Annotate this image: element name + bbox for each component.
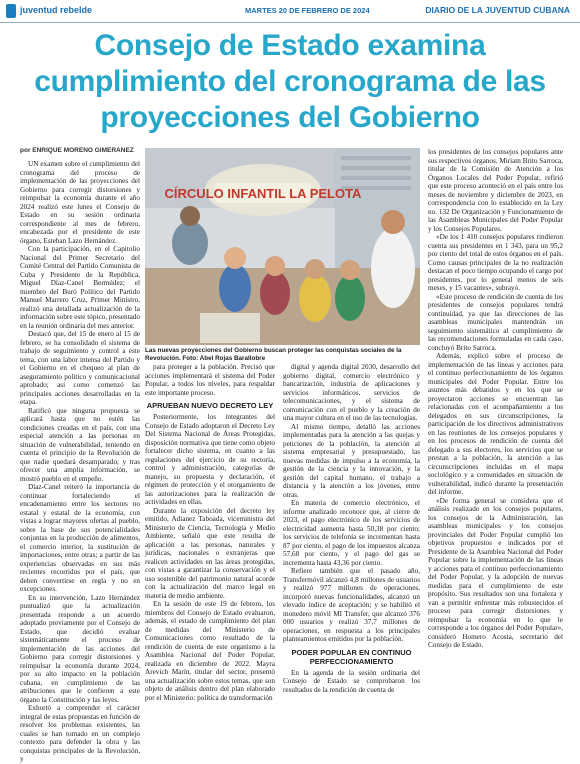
paragraph: Posteriormente, los integrantes del Consejo de Estado adoptaron el Decreto Ley Del Sistema Nacional de Áreas Protegidas, disposición normativa que tiene como objeto fortalecer dicho sistema, en cuanto a las regulaciones del ejercicio de su rectoría, control y administración, categorías de manejo, su propuesta y declaración, el régimen de protección y el otorgamiento de las autorizaciones para la realización de actividades en ellas. xyxy=(145,413,275,506)
paragraph: En materia de comercio electrónico, el informe analizado reconoce que, al cierre de 2023, el pago electrónico de los servicios de electricidad aumenta hasta 50,38 por ciento; los servicios de telefonía se incrementan hasta 87 por ciento, el pago de los impuestos alcanza 57,68 por ciento, y el pago del gas se incrementa hasta 43,36 por ciento. xyxy=(283,499,420,567)
paragraph: Al mismo tiempo, detalló las acciones implementadas para la atención a las quejas y peticiones de la población, la atención al sistema empresarial y presupuestado, las nuevas medidas de impulso a la economía, la gestión de la ciencia y la innovación, y la gestión del capital humano, el trabajo a distancia y la atención a los jóvenes, entre otras. xyxy=(283,422,420,499)
paragraph: UN examen sobre el cumplimiento del cronograma del proceso de implementación de las proyecciones del Gobierno para corregir distorsiones y reimpulsar la economía durante el año 2024 realizó este lunes el Consejo de Estado en su sesión ordinaria correspondiente al mes de febrero, encabezada por el presidente de este órgano, Esteban Lazo Hernández. xyxy=(20,160,140,245)
paragraph: En la agenda de la sesión ordinaria del Consejo de Estado se comprobaron los resultados de la rendición de cuenta de xyxy=(283,668,420,694)
paragraph: Díaz-Canel reiteró la importancia de continuar fortaleciendo el encadenamiento entre los sectores no estatal y estatal de la economía, con vistas a lograr mayores ofertas al pueblo, sobre la base de sus potencialidades conjuntas en la producción de alimentos, el comercio interior, la sustitución de importaciones, entre otras; a partir de las experiencias observadas en sus más recientes recorridos por el país, que deben convertirse en regla y no en excepciones. xyxy=(20,483,140,593)
paragraph: «Este proceso de rendición de cuenta de los presidentes de consejos populares tendrá continuidad, ya que las direcciones de las asambleas municipales mantendrán un seguimiento sistemático al cumplimiento de las recomendaciones formuladas en cada caso, concluyó Brito Sarroca. xyxy=(428,292,563,352)
paragraph: Con la participación, en el Capitolio Nacional del Primer Secretario del Comité Central del Partido Comunista de Cuba y Presidente de la República, Miguel Díaz-Canel Bermúdez; el miembro del Buró Político del Partido Manuel Marrero Cruz, Primer Ministro, realizó una detallada actualización de la información sobre este tópico, presentado en la reunión ordinaria del mes anterior. xyxy=(20,245,140,330)
column-2 xyxy=(145,363,275,702)
page-header xyxy=(0,0,580,23)
column-1 xyxy=(20,160,140,764)
paragraph: Refiere también que el pasado año, Transfermóvil alcanzó 4,8 millones de usuarios y realizó 977 millones de operaciones, incorporó nuevas funcionalidades, alcanzó un elevado índice de aceptación; y se habilitó el monedero móvil MI Transfer, que alcanzó 376 000 usuarios y realizó 37,7 millones de operaciones, en respuesta a los principales planteamientos emitidos por la población. xyxy=(283,567,420,643)
column-4 xyxy=(428,148,563,650)
paragraph: En la sesión de este 19 de febrero, los miembros del Consejo de Estado evaluaron, además, el estado de cumplimiento del plan de medidas del Ministerio de Comunicaciones como resultado de la rendición de cuenta de este organismo a la Asamblea Nacional del Poder Popular, realizada en diciembre de 2022. Mayra Arevich Marín, titular del sector, presentó una actualización sobre estos temas, que son objeto de análisis dentro del plan elaborado por el Ministerio: política de transformación xyxy=(145,600,275,702)
newspaper-tagline: DIARIO DE LA JUVENTUD CUBANA xyxy=(425,5,570,15)
site-name[interactable]: juventud rebelde xyxy=(20,5,93,15)
paragraph: «De forma general se considera que el análisis realizado en los consejos populares, los consejos de la Administración, las asambleas municipales y los consejos provinciales del Poder Popular cumplió los objetivos propuestos e indicados por el Presidente de la Asamblea Nacional del Poder Popular sobre la implementación de las líneas y acciones para el continuo perfeccionamiento del Poder Popular, y la adopción de nuevas medidas para el cumplimiento de este propósito. Sus resultados son una fortaleza y van a permitir enfrentar más robustecidos el proceso para corregir distorsiones y reimpulsar la economía en lo que le corresponde a los órganos del Poder Popular», consideró Homero Acosta, secretario del Consejo de Estado. xyxy=(428,496,563,649)
paragraph: En su intervención, Lazo Hernández puntualizó que la actualización presentada responde a un acuerdo adoptado previamente por el Consejo de Estado, que decidió evaluar sistemáticamente el proceso de implementación de las acciones del Gobierno para corregir distorsiones y reimpulsar la economía durante 2024, por su alto impacto en la población cubana, en cumplimiento de las atribuciones que le confieren a este órgano la Constitución y las leyes. xyxy=(20,593,140,704)
paragraph: digital y agenda digital 2030, desarrollo del gobierno digital, comercio electrónico y bancarización, industria de aplicaciones y servicios informáticos, servicios de telecomunicaciones, y el sistema de comunicación con el pueblo y la creación de una mayor cultura en el uso de las tecnologías. xyxy=(283,363,420,422)
article-photo xyxy=(145,148,420,345)
paragraph: Destacó que, del 15 de enero al 15 de febrero, se ha consolidado el sistema de trabajo de seguimiento y control a este tema, con una labor intensa del Partido y el Gobierno en el chequeo al plan de aseguramiento político y comunicacional aprobado; así como comenzó las principales acciones desarrolladas en la etapa. xyxy=(20,330,140,406)
article-title: Consejo de Estado examina cumplimiento del cronograma de las proyecciones del Gobierno xyxy=(34,29,546,134)
byline: por ENRIQUE MORENO GIMERANEZ xyxy=(20,147,134,154)
subheading-poder-popular: PODER POPULAR EN CONTINUO PERFECCIONAMIENTO xyxy=(291,647,412,666)
issue-date: MARTES 20 DE FEBRERO DE 2024 xyxy=(245,6,370,15)
paragraph: Durante la exposición del decreto ley emitido, Adianez Taboada, viceministra del Ministerio de Ciencia, Tecnología y Medio Ambiente, señaló que este resulta de aplicación a las personas, naturales y jurídicas, nacionales o extranjeras que realicen actividades en las áreas protegidas, con vistas a garantizar la conservación y el uso sostenible del patrimonio natural acorde con la actualización del marco legal en materia de medio ambiente. xyxy=(145,506,275,600)
paragraph: los presidentes de los consejos populares ante sus respectivos órganos. Miriam Brito Sarroca, titular de la Comisión de Atención a los Órganos Locales del Poder Popular, refirió que este proceso aconteció en el país entre los meses de noviembre y diciembre de 2023, en correspondencia con lo establecido en la Ley no. 132 De Organización y Funcionamiento de las Asambleas Municipales del Poder Popular y los Consejos Populares. xyxy=(428,148,564,233)
photo-caption: Las nuevas proyecciones del Gobierno buscan proteger las conquistas sociales de la Revolución. Foto: Abel Rojas Barallobre xyxy=(145,347,402,362)
photo-scene xyxy=(145,148,420,345)
paragraph: Ratificó que ninguna propuesta se aplicará hasta que no estén las condiciones creadas en el país, con una especial atención a las personas en situación de vulnerabilidad, teniendo en cuenta el principio de la Revolución de que nadie quedará desamparado; y tras ofrecer una amplia información, se mostró pueblo en el empeño. xyxy=(20,406,140,483)
paragraph: para proteger a la población. Precisó que acciones implementará el sistema del Poder Popular, a todos los niveles, para respaldar este importante proceso. xyxy=(145,363,275,397)
paragraph: Además, explicó sobre el proceso de implementación de las líneas y acciones para el continuo perfeccionamiento de los órganos municipales del Poder Popular. Entre los asuntos más debatidos y en los que se proyectaron acciones se encuentran las relacionadas con el acompañamiento a los delegados en sus circunscripciones, la participación de los directivos administrativos en las reuniones de los consejos populares y en los procesos de rendición de cuenta del delegado a sus electores, los servicios que se prestan a la población, la atención a las circunscripciones incluidas en el mapa sociológico y a comunidades en situación de vulnerabilidad, indicó durante la presentación del informe. xyxy=(428,352,563,496)
paragraph: Exhortó a comprender el carácter integral de estas propuestas en función de resolver los problemas existentes, las cuales se han tomado en un complejo contexto para defender la obra y las conquistas principales de la Revolución, y xyxy=(20,704,140,763)
newspaper-logo-icon xyxy=(6,4,16,18)
paragraph: «De los 1 410 consejos populares rindieron cuenta sus presidentes en 1 343, para un 95,2 por ciento del total de estos órganos en el país. Como causas principales de la no realización destacan el poco tiempo ocupando el cargo por presidentes, por lo general menos de seis meses, y 15 vacantes», subrayó. xyxy=(428,233,563,292)
subheading-decreto: APRUEBAN NUEVO DECRETO LEY xyxy=(146,401,274,410)
column-3 xyxy=(283,363,420,694)
photo-sign-text: CÍRCULO INFANTIL LA PELOTA xyxy=(164,186,362,201)
